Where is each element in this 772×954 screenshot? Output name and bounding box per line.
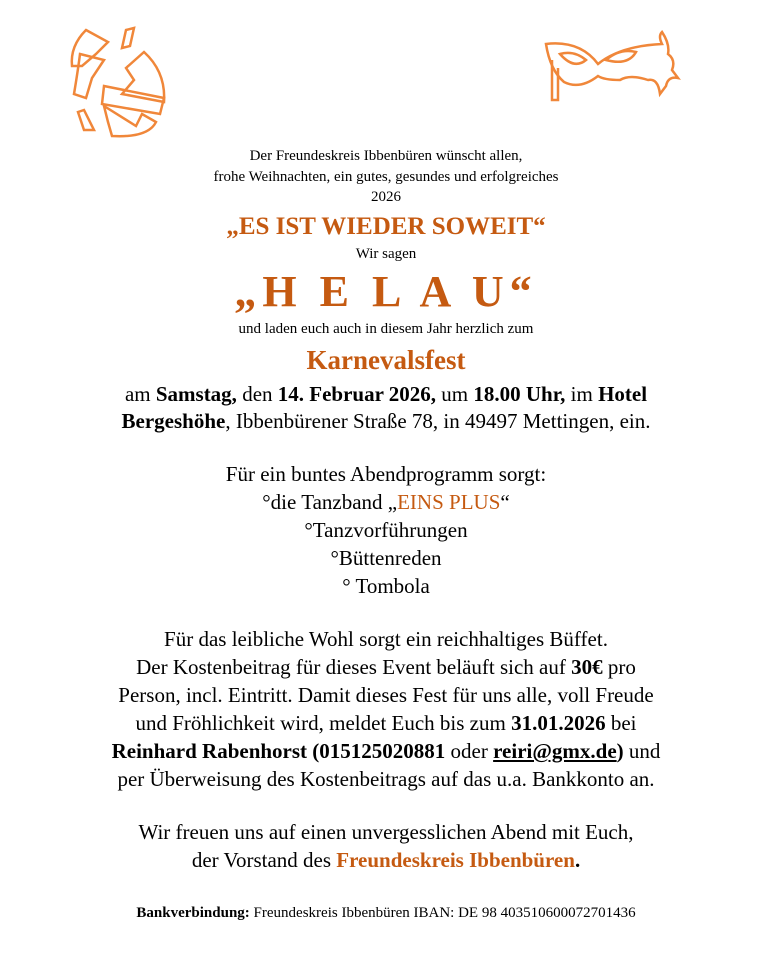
- closing-line-1: Wir freuen uns auf einen unvergesslichen Abend mit Euch,: [138, 820, 634, 844]
- deadline: 31.01.2026: [511, 711, 606, 735]
- bank-details: [0, 905, 772, 922]
- text: den: [236, 382, 278, 406]
- closing-line-2: [0, 848, 772, 873]
- intro-line-2: frohe Weihnachten, ein gutes, gesundes und erfolgreiches: [213, 169, 559, 185]
- invite-text: und laden euch auch in diesem Jahr herzlich zum: [238, 321, 534, 337]
- text: oder: [445, 739, 494, 763]
- event-title: Karnevalsfest: [306, 345, 466, 375]
- program-item: °Tanzvorführungen: [304, 518, 468, 542]
- text: und Fröhlichkeit wird, meldet Euch bis zum: [135, 711, 512, 735]
- text: .: [574, 848, 581, 872]
- price: 30€: [571, 655, 603, 679]
- headline: „ES IST WIEDER SOWEIT“: [226, 213, 546, 240]
- bank-label: Bankverbindung:: [136, 905, 250, 921]
- text: “: [500, 490, 510, 514]
- info-line-1: Für das leibliche Wohl sorgt ein reichhaltiges Büffet.: [164, 627, 608, 651]
- program-item: °Büttenreden: [330, 546, 442, 570]
- time: 18.00 Uhr,: [473, 382, 566, 406]
- text: der Vorstand des: [191, 848, 337, 872]
- address: , Ibbenbürener Straße 78, in 49497 Mettingen, ein.: [225, 409, 651, 433]
- helau-title: „H E L A U“: [234, 267, 538, 316]
- date: 14. Februar 2026,: [277, 382, 437, 406]
- text: Der Kostenbeitrag für dieses Event beläuft sich auf: [136, 655, 572, 679]
- carnival-mask-icon: [540, 30, 685, 105]
- event-details-line-2: [0, 409, 772, 434]
- program-item: ° Tombola: [342, 574, 430, 598]
- contact: Reinhard Rabenhorst (015125020881: [111, 739, 446, 763]
- confetti-streamer-icon: [68, 26, 183, 141]
- text: bei: [605, 711, 637, 735]
- text: am: [124, 382, 156, 406]
- wir-sagen: Wir sagen: [355, 246, 417, 262]
- text: um: [436, 382, 474, 406]
- info-line-3: Person, incl. Eintritt. Damit dieses Fest für uns alle, voll Freude: [118, 683, 654, 707]
- bank-iban: Freundeskreis Ibbenbüren IBAN: DE 98 403510600072701436: [249, 905, 636, 921]
- intro-line-3: 2026: [371, 189, 401, 205]
- program-intro: Für ein buntes Abendprogramm sorgt:: [225, 462, 547, 486]
- text: und: [623, 739, 661, 763]
- info-line-4: [0, 711, 772, 736]
- band-name: EINS PLUS: [397, 490, 501, 514]
- program-item-band: [0, 490, 772, 515]
- event-details-line-1: [0, 382, 772, 407]
- info-line-2: [0, 655, 772, 680]
- day: Samstag,: [155, 382, 237, 406]
- text: °die Tanzband „: [262, 490, 398, 514]
- text: im: [565, 382, 599, 406]
- info-line-5: [0, 739, 772, 764]
- intro-line-1: Der Freundeskreis Ibbenbüren wünscht allen,: [249, 148, 523, 164]
- text: pro: [602, 655, 636, 679]
- info-line-6: per Überweisung des Kostenbeitrags auf das u.a. Bankkonto an.: [117, 767, 655, 791]
- venue-part-1: Hotel: [598, 382, 648, 406]
- text: ): [616, 739, 624, 763]
- venue-part-2: Bergeshöhe: [121, 409, 226, 433]
- email-link[interactable]: reiri@gmx.de: [493, 739, 617, 763]
- org-name: Freundeskreis Ibbenbüren: [336, 848, 575, 872]
